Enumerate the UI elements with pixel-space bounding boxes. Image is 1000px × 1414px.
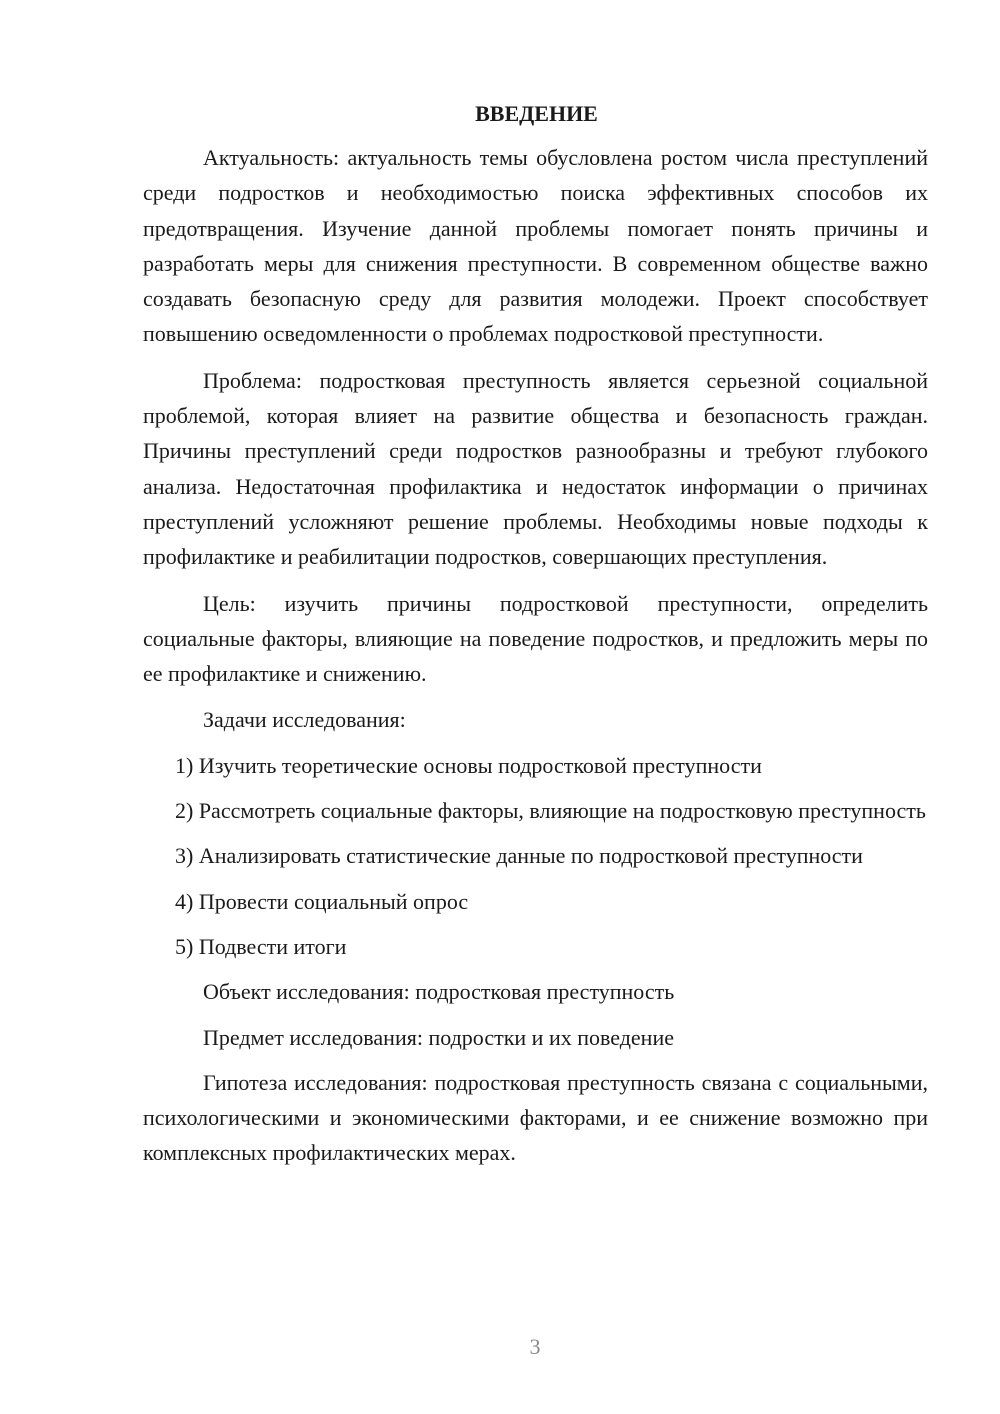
task-item-2: 2) Рассмотреть социальные факторы, влияющие на подростковую преступность — [175, 798, 926, 824]
relevance-paragraph: Актуальность: актуальность темы обусловлена ростом числа преступлений среди подростков и необходимостью поиска эффективных способов их предотвращения. Изучение данной проблемы помогает понять причины и разработать меры для снижения преступности. В современном обществе важно создавать безопасную среду для развития молодежи. Проект способствует повышению осведомленности о проблемах подростковой преступности. — [143, 145, 928, 347]
object-paragraph: Объект исследования: подростковая преступность — [203, 979, 675, 1005]
task-item-4: 4) Провести социальный опрос — [175, 888, 469, 914]
goal-paragraph: Цель: изучить причины подростковой преступности, определить социальные факторы, влияющие на поведение подростков, и предложить меры по ее профилактике и снижению. — [143, 590, 928, 687]
task-item-1: 1) Изучить теоретические основы подростковой преступности — [175, 752, 762, 778]
task-item-3: 3) Анализировать статистические данные по подростковой преступности — [175, 843, 863, 869]
hypothesis-paragraph: Гипотеза исследования: подростковая преступность связана с социальными, психологическими и экономическими факторами, и ее снижение возможно при комплексных профилактических мерах. — [143, 1069, 928, 1166]
task-item-5: 5) Подвести итоги — [175, 933, 347, 959]
page-content — [143, 96, 928, 1182]
page-number: 3 — [529, 1334, 541, 1359]
section-heading: ВВЕДЕНИЕ — [475, 101, 598, 126]
problem-paragraph: Проблема: подростковая преступность является серьезной социальной проблемой, которая влияет на развитие общества и безопасность граждан. Причины преступлений среди подростков разнообразны и требуют глубокого анализа. Недостаточная профилактика и недостаток информации о причинах преступлений усложняют решение проблемы. Необходимы новые подходы к профилактике и реабилитации подростков, совершающих преступления. — [143, 367, 928, 570]
subject-paragraph: Предмет исследования: подростки и их поведение — [203, 1024, 674, 1050]
tasks-heading: Задачи исследования: — [203, 707, 406, 733]
